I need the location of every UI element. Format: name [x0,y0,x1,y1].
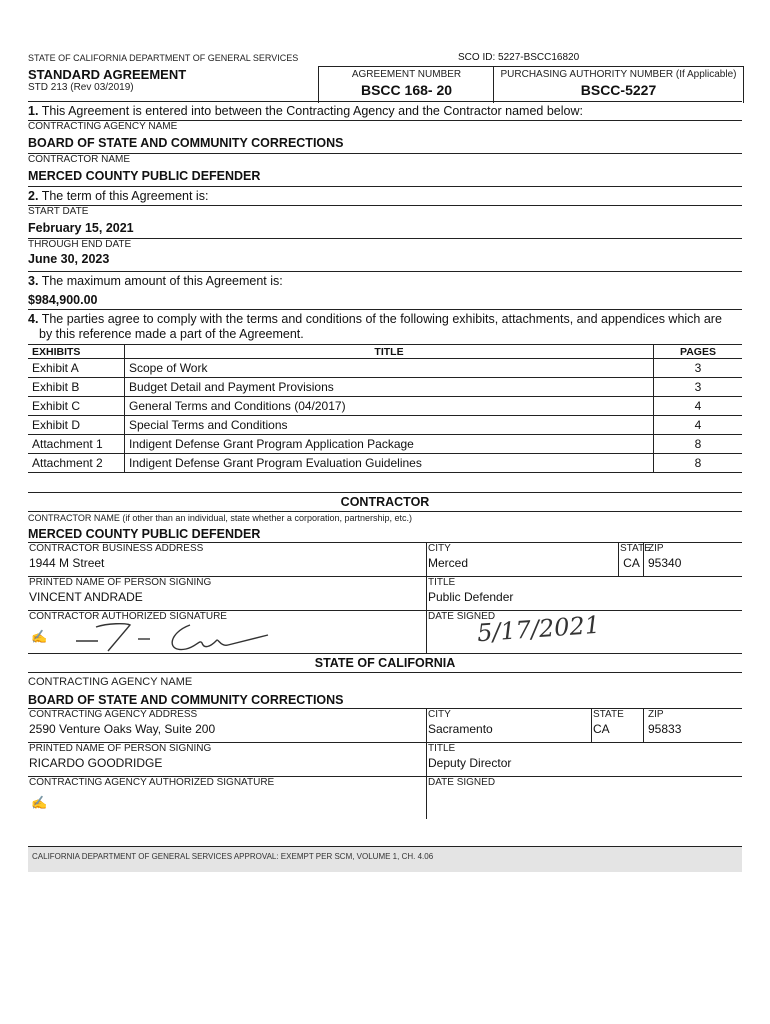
spacer-divider [28,473,742,493]
exhibit-title: General Terms and Conditions (04/2017) [125,397,654,416]
exhibit-title: Budget Detail and Payment Provisions [125,378,654,397]
exhibit-id: Exhibit D [28,416,125,435]
purchasing-authority-number: BSCC-5227 [580,82,657,98]
state-state: CA [593,722,610,736]
table-row [28,397,742,416]
section-2-number: 2. [28,189,39,203]
pages-col-header: PAGES [654,345,743,359]
contractor-signer-cell [28,577,426,610]
exhibit-pages: 3 [654,359,743,378]
contracting-agency-name: BOARD OF STATE AND COMMUNITY CORRECTIONS [28,136,344,150]
contractor-state-label: STATE [620,543,651,554]
section-4-number: 4. [28,312,39,326]
contractor-date-cell [426,611,742,653]
exhibit-pages: 8 [654,435,743,454]
contractor-name: MERCED COUNTY PUBLIC DEFENDER [28,169,261,183]
table-row [28,378,742,397]
exhibit-pages: 3 [654,378,743,397]
maximum-amount: $984,900.00 [28,293,98,307]
state-title-label: TITLE [428,743,456,754]
contractor-title-cell [426,577,742,610]
state-heading-text: STATE OF CALIFORNIA [314,656,456,670]
title-col-header: TITLE [125,345,654,359]
state-heading [28,654,742,673]
sco-id: SCO ID: 5227-BSCC16820 [458,52,580,63]
contractor-name-label: CONTRACTOR NAME [28,154,131,165]
form-header-left [28,52,318,94]
state-state-cell [591,709,643,742]
exhibit-pages: 4 [654,416,743,435]
section-4-text-line1: The parties agree to comply with the terms and conditions of the following exhibits, attachments, and appendices which are [41,312,722,326]
standard-agreement-form [28,52,742,819]
exhibits-table [28,344,742,473]
contractor-address-label: CONTRACTOR BUSINESS ADDRESS [29,543,204,554]
section-1-intro [28,102,742,121]
state-city-cell [426,709,591,742]
exhibit-id: Attachment 1 [28,435,125,454]
state-signature-row [28,777,742,819]
contractor-zip: 95340 [648,556,682,570]
form-title: STANDARD AGREEMENT [28,67,187,82]
exhibit-id: Attachment 2 [28,454,125,473]
section-4-text-line2: by this reference made a part of the Agreement. [39,327,304,341]
contractor-signer-row [28,577,742,611]
exhibits-col-header: EXHIBITS [28,345,125,359]
agreement-number-box [318,66,494,103]
contracting-agency-row [28,121,742,154]
start-date-label: START DATE [28,206,89,217]
state-agency-name-label: CONTRACTING AGENCY NAME [28,676,193,688]
section-2-intro [28,187,742,206]
contractor-date-signed: 5/17/2021 [476,610,601,648]
contractor-state: CA [623,556,640,570]
pen-icon: ✍ [31,795,48,810]
state-address-row [28,709,742,743]
state-signer: RICARDO GOODRIDGE [29,756,163,770]
table-row [28,359,742,378]
state-address-label: CONTRACTING AGENCY ADDRESS [29,709,198,720]
contractor-state-cell [618,543,651,576]
state-signature-cell [28,777,426,819]
exhibit-title: Indigent Defense Grant Program Application Package [125,435,654,454]
exhibit-pages: 8 [654,454,743,473]
section-1-number: 1. [28,104,39,118]
state-zip-cell [643,709,742,742]
table-row [28,454,742,473]
state-city: Sacramento [428,722,493,736]
contractor-signature-cell [28,611,426,653]
contractor-title: Public Defender [428,590,514,604]
contractor-signature-row [28,611,742,654]
state-signature-label: CONTRACTING AGENCY AUTHORIZED SIGNATURE [29,777,275,788]
contractor-date-label: DATE SIGNED [428,611,496,622]
contractor-city: Merced [428,556,469,570]
contractor-heading [28,493,742,512]
state-agency-name-row [28,673,742,709]
exhibit-title: Scope of Work [125,359,654,378]
contractor-signer: VINCENT ANDRADE [29,590,143,604]
state-address: 2590 Venture Oaks Way, Suite 200 [29,722,216,736]
state-signer-row [28,743,742,777]
contractor-name-row [28,154,742,187]
section-1-text: This Agreement is entered into between the Contracting Agency and the Contractor named below: [41,104,583,118]
section-3-text: The maximum amount of this Agreement is: [41,274,283,288]
exhibit-id: Exhibit A [28,359,125,378]
start-date-row [28,206,742,239]
contractor-signature-scrawl [68,617,298,653]
contractor-city-cell [426,543,618,576]
state-signer-cell [28,743,426,776]
contractor-party-name: MERCED COUNTY PUBLIC DEFENDER [28,527,261,541]
contractor-address: 1944 M Street [29,556,105,570]
contractor-city-label: CITY [428,543,451,554]
contractor-party-name-label: CONTRACTOR NAME (if other than an individual, state whether a corporation, partnership, etc.) [28,513,412,523]
state-agency-name: BOARD OF STATE AND COMMUNITY CORRECTIONS [28,693,344,707]
section-4-intro [28,310,742,344]
purchasing-authority-box [493,66,744,103]
state-signer-label: PRINTED NAME OF PERSON SIGNING [29,743,212,754]
purchasing-authority-label: PURCHASING AUTHORITY NUMBER (If Applicable) [500,69,737,80]
agreement-number-label: AGREEMENT NUMBER [351,69,462,80]
state-zip: 95833 [648,722,682,736]
agreement-number: BSCC 168- 20 [360,82,453,98]
state-state-label: STATE [593,709,624,720]
contractor-title-label: TITLE [428,577,456,588]
form-revision: STD 213 (Rev 03/2019) [28,82,134,93]
exhibit-title: Special Terms and Conditions [125,416,654,435]
contractor-zip-cell [643,543,742,576]
dgs-approval-text: CALIFORNIA DEPARTMENT OF GENERAL SERVICES APPROVAL: EXEMPT PER SCM, VOLUME 1, CH. 4.06 [32,852,434,861]
end-date-label: THROUGH END DATE [28,239,132,250]
dgs-approval-footer [28,846,742,872]
state-title: Deputy Director [428,756,512,770]
department-name: STATE OF CALIFORNIA DEPARTMENT OF GENERAL SERVICES [28,53,299,63]
exhibits-header-row [28,345,742,359]
start-date: February 15, 2021 [28,221,134,235]
contractor-signer-label: PRINTED NAME OF PERSON SIGNING [29,577,212,588]
state-zip-label: ZIP [648,709,664,720]
contractor-party-name-row [28,512,742,543]
exhibit-id: Exhibit C [28,397,125,416]
pen-icon: ✍ [31,629,48,644]
end-date-row [28,239,742,272]
end-date: June 30, 2023 [28,252,110,266]
contractor-address-row [28,543,742,577]
table-row [28,435,742,454]
contractor-address-cell [28,543,426,576]
contracting-agency-label: CONTRACTING AGENCY NAME [28,121,178,132]
state-date-cell [426,777,742,819]
form-header [28,52,742,102]
section-3-number: 3. [28,274,39,288]
state-date-label: DATE SIGNED [428,777,496,788]
contractor-signature-label: CONTRACTOR AUTHORIZED SIGNATURE [29,611,227,622]
table-row [28,416,742,435]
contractor-zip-label: ZIP [648,543,664,554]
contractor-heading-text: CONTRACTOR [340,495,430,509]
state-address-cell [28,709,426,742]
state-title-cell [426,743,742,776]
exhibit-title: Indigent Defense Grant Program Evaluation Guidelines [125,454,654,473]
section-2-text: The term of this Agreement is: [41,189,209,203]
section-3-row [28,272,742,310]
exhibit-id: Exhibit B [28,378,125,397]
state-city-label: CITY [428,709,451,720]
exhibit-pages: 4 [654,397,743,416]
